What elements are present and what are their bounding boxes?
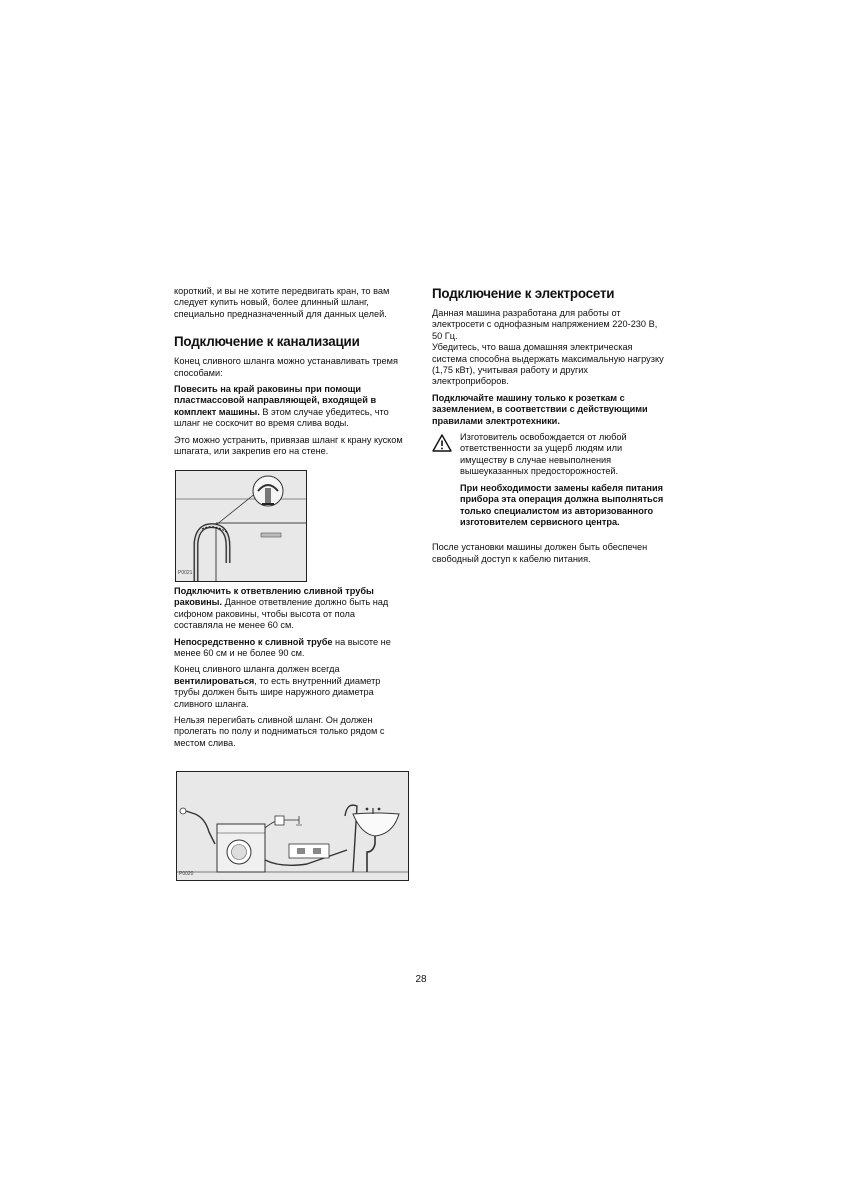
left-column <box>174 286 406 462</box>
figure-hose-on-sink <box>175 470 307 582</box>
drain-intro-paragraph: Конец сливного шланга можно устанавливать тремя способами: <box>174 356 398 378</box>
fix-hose-paragraph: Это можно устранить, привязав шланг к крану куском шпагата, или закрепив его на стене. <box>174 434 403 457</box>
cable-replacement-paragraph <box>460 483 664 529</box>
figure-code: P0020 <box>179 871 194 877</box>
ventilation-text-a: Конец сливного шланга должен всегда <box>174 664 340 675</box>
method-branch-text: Данное ответвление должно быть над сифоном раковины, чтобы высота от пола составляла не менее 60 см. <box>174 597 389 631</box>
liability-paragraph: Изготовитель освобождается от любой ответственности за ущерб людям или имуществу в случае невыполнения вышеуказанных предосторожностей. <box>460 432 627 477</box>
grounding-bold: Подключайте машину только к розеткам с заземлением, в соответствии с действующими правилами электротехники. <box>432 392 648 426</box>
load-paragraph: Убедитесь, что ваша домашняя электрическая система способна выдержать максимальную нагрузку (1,75 кВт), учитывая работу и других электроприборов. <box>432 342 664 387</box>
method-drain-pipe-bold: Непосредственно к сливной трубе <box>174 636 333 647</box>
ventilation-text-rest: , то есть внутренний диаметр трубы должен быть шире наружного диаметра сливного шланга. <box>174 675 381 709</box>
method-drain-pipe-paragraph <box>174 637 406 660</box>
page-number: 28 <box>415 974 427 985</box>
installation-illustration <box>177 772 408 880</box>
hose-on-sink-illustration <box>176 471 306 581</box>
cable-replacement-bold: При необходимости замены кабеля питания прибора эта операция должна выполняться только специалистом из авторизованного изготовителем сервисного центра. <box>460 482 664 527</box>
figure-code: P0021 <box>178 570 193 576</box>
method-drain-pipe-text: на высоте не менее 60 см и не более 90 см. <box>174 636 391 659</box>
ventilation-bold: вентилироваться <box>174 675 255 686</box>
right-column <box>432 286 664 570</box>
method-branch-bold: Подключить к ответвлению сливной трубы раковины. <box>174 586 374 608</box>
left-column-lower <box>174 586 406 754</box>
drain-heading: Подключение к канализации <box>174 334 360 350</box>
method-sink-edge-bold: Повесить на край раковины при помощи пластмассовой направляющей, входящей в комплект машины. <box>174 384 377 417</box>
figure-installation <box>176 771 409 881</box>
method-branch-paragraph <box>174 586 406 632</box>
voltage-paragraph: Данная машина разработана для работы от электросети с однофазным напряжением 220-230 В, 50 Гц. <box>432 308 658 341</box>
method-sink-edge-text: В этом случае убедитесь, что шланг не соскочит во время слива воды. <box>174 406 389 429</box>
access-paragraph: После установки машины должен быть обеспечен свободный доступ к кабелю питания. <box>432 542 648 564</box>
warning-text <box>460 432 664 542</box>
warning-triangle-icon <box>432 434 452 452</box>
grounding-paragraph <box>432 393 664 427</box>
ventilation-paragraph <box>174 664 406 710</box>
method-sink-edge-paragraph <box>174 384 406 430</box>
no-bend-paragraph: Нельзя перегибать сливной шланг. Он должен пролегать по полу и подниматься только рядом с местом слива. <box>174 715 385 748</box>
electric-heading: Подключение к электросети <box>432 286 615 301</box>
warning-block <box>432 432 664 542</box>
intro-paragraph: короткий, и вы не хотите передвигать кран, то вам следует купить новый, более длинный шланг, специально предназначенный для данных целей. <box>174 286 390 319</box>
